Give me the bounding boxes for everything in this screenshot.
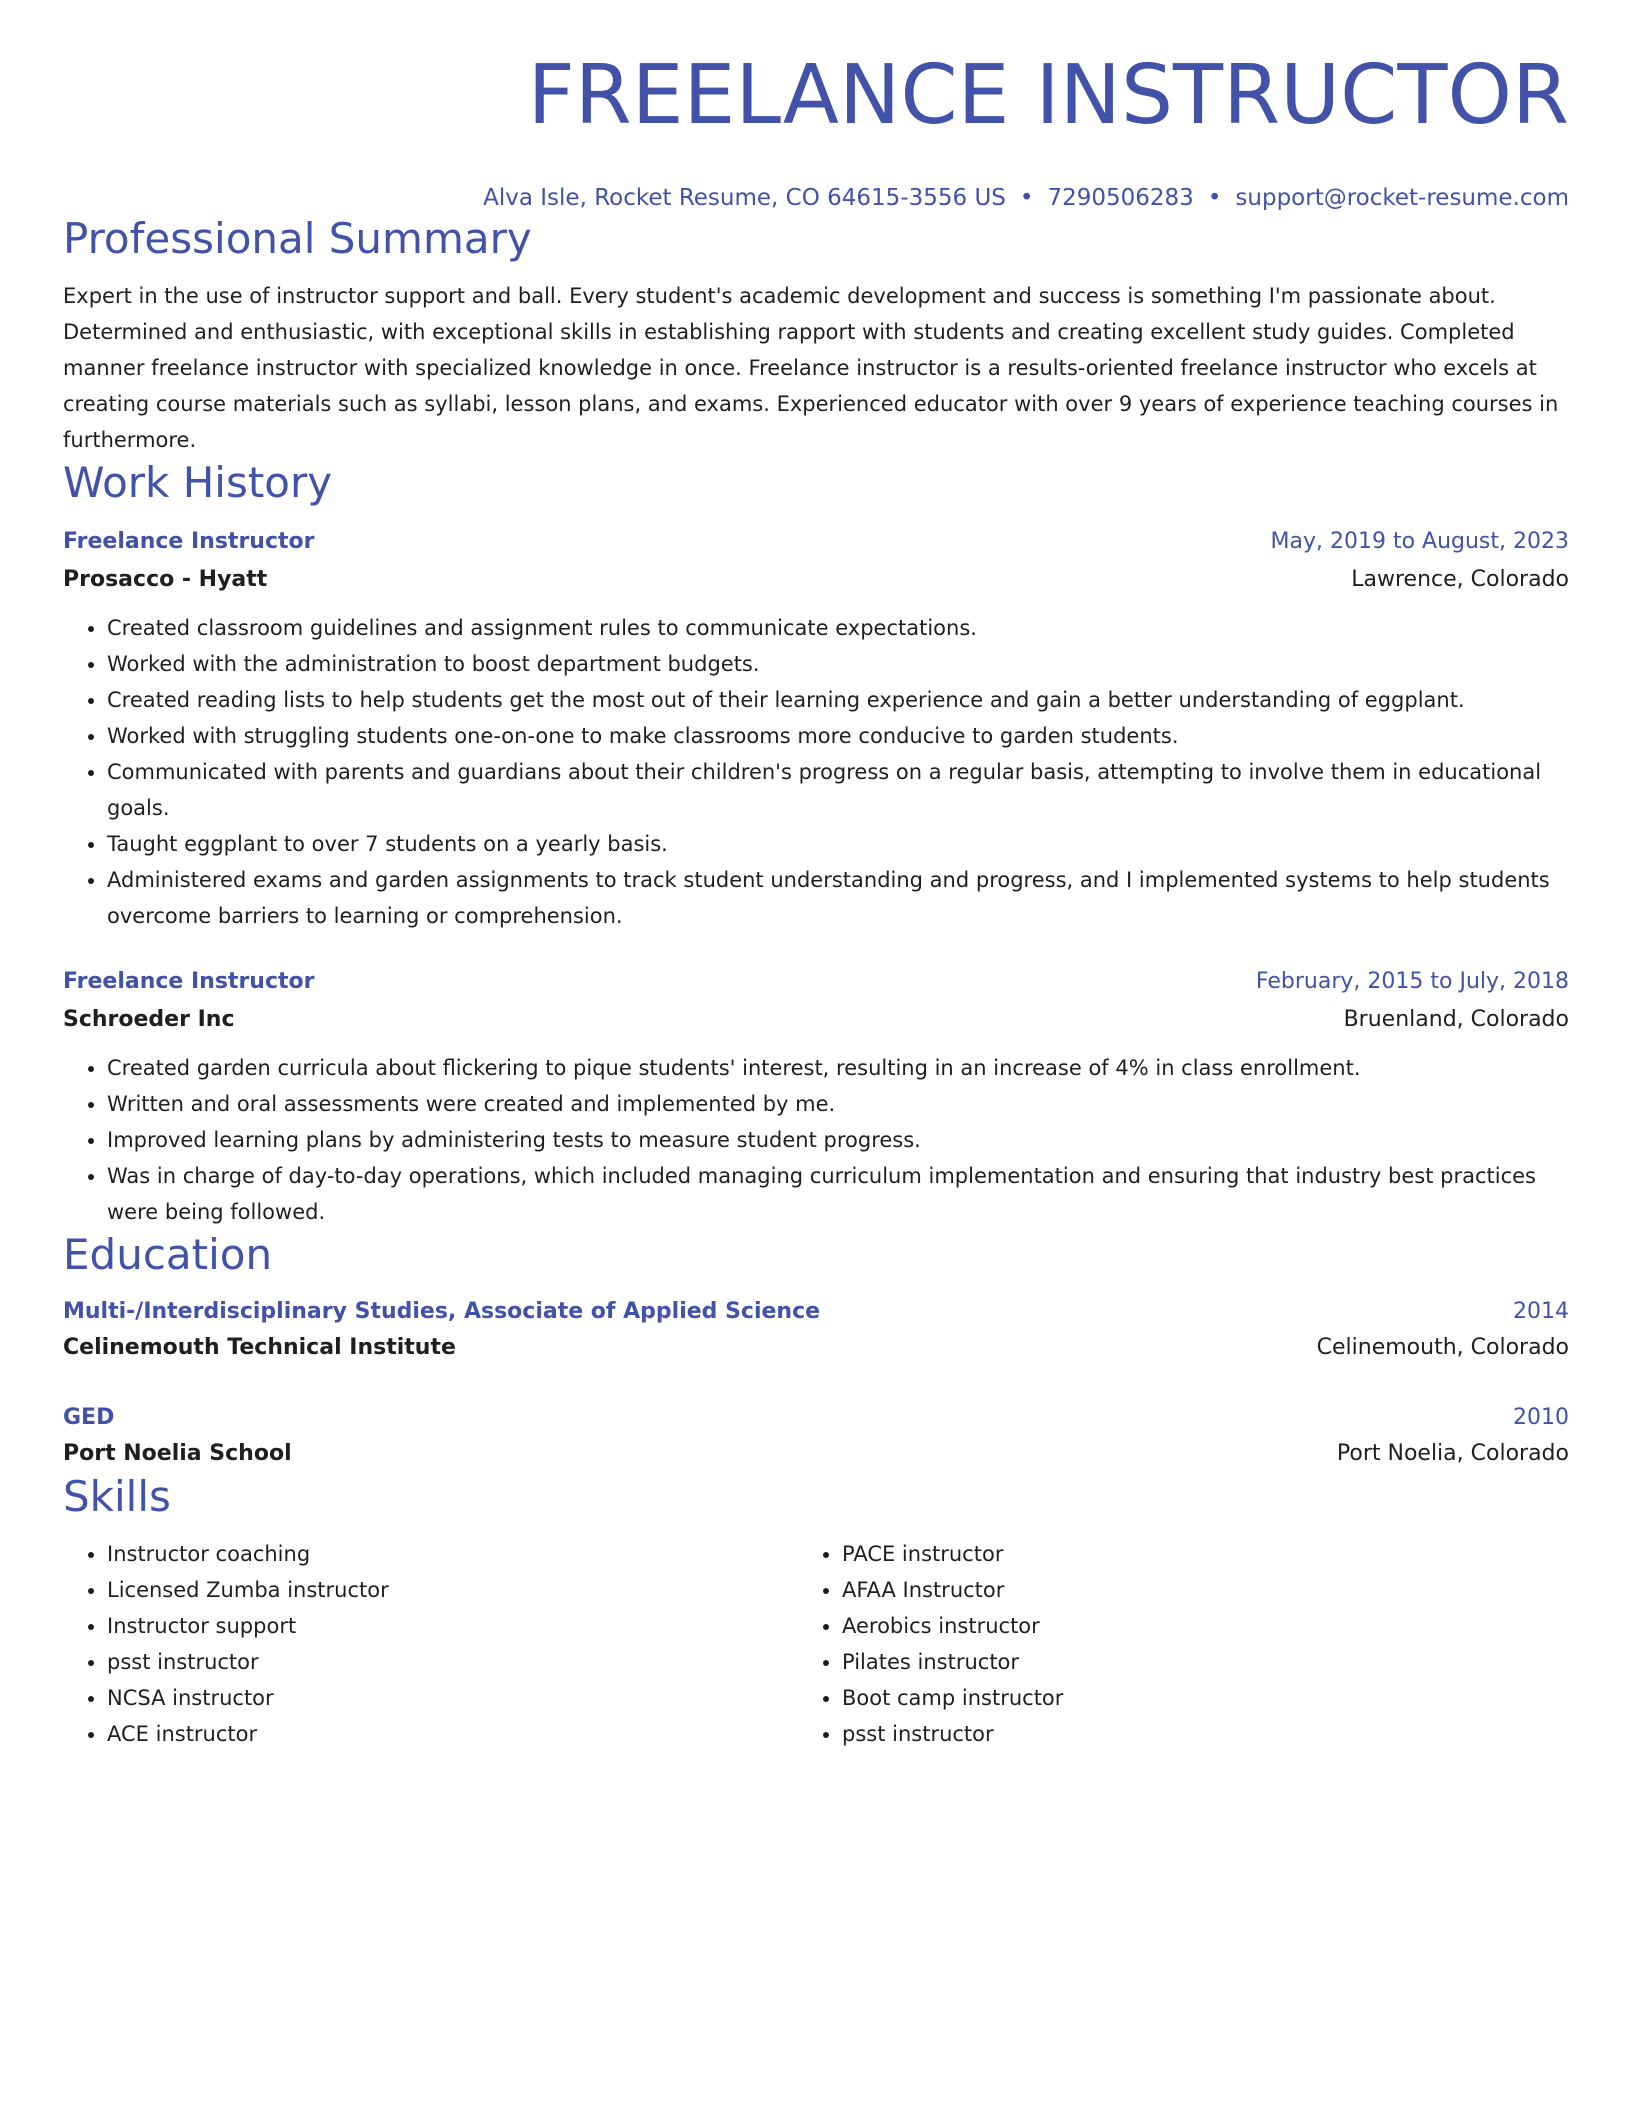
skill-item: • Licensed Zumba instructor bbox=[107, 1572, 798, 1608]
contact-separator: • bbox=[1019, 185, 1034, 211]
skill-item: • AFAA Instructor bbox=[842, 1572, 1533, 1608]
job-bullet: • Taught eggplant to over 7 students on a yearly basis. bbox=[107, 826, 1569, 862]
education-year: 2014 bbox=[1513, 1299, 1569, 1324]
job-bullet: • Created reading lists to help students get the most out of their learning experience and gain a better understanding of eggplant. bbox=[107, 682, 1569, 718]
skill-item: • Boot camp instructor bbox=[842, 1680, 1533, 1716]
job-company: Schroeder Inc bbox=[63, 1007, 235, 1032]
skill-item: • PACE instructor bbox=[842, 1536, 1533, 1572]
skill-item: • Pilates instructor bbox=[842, 1644, 1533, 1680]
job-entry bbox=[63, 964, 1569, 1230]
skill-item: • Instructor support bbox=[107, 1608, 798, 1644]
job-bullets bbox=[63, 1050, 1569, 1230]
contact-line bbox=[63, 182, 1569, 214]
contact-phone[interactable]: 7290506283 bbox=[1047, 185, 1194, 211]
education-location: Port Noelia, Colorado bbox=[1336, 1441, 1569, 1466]
job-bullet: • Was in charge of day-to-day operations, which included managing curriculum implementation and ensuring that industry best practices were being followed. bbox=[107, 1158, 1569, 1230]
education-heading: Education bbox=[63, 1230, 273, 1279]
education-school: Celinemouth Technical Institute bbox=[63, 1335, 456, 1360]
skills-column-right bbox=[798, 1536, 1533, 1752]
contact-separator: • bbox=[1207, 185, 1222, 211]
skill-item: • Aerobics instructor bbox=[842, 1608, 1533, 1644]
job-bullet: • Created garden curricula about flickering to pique students' interest, resulting in an increase of 4% in class enrollment. bbox=[107, 1050, 1569, 1086]
education-degree: Multi-/Interdisciplinary Studies, Associate of Applied Science bbox=[63, 1299, 821, 1324]
skill-item: • psst instructor bbox=[107, 1644, 798, 1680]
skills-heading: Skills bbox=[63, 1472, 171, 1521]
job-role: Freelance Instructor bbox=[63, 529, 315, 554]
job-role: Freelance Instructor bbox=[63, 969, 315, 994]
contact-email[interactable]: support@rocket-resume.com bbox=[1235, 185, 1569, 211]
contact-address: Alva Isle, Rocket Resume, CO 64615-3556 US bbox=[483, 185, 1006, 211]
skills-column-left bbox=[63, 1536, 798, 1752]
job-location: Lawrence, Colorado bbox=[1351, 567, 1569, 592]
skill-item: • Instructor coaching bbox=[107, 1536, 798, 1572]
job-company: Prosacco - Hyatt bbox=[63, 567, 268, 592]
job-dates: May, 2019 to August, 2023 bbox=[1270, 529, 1569, 554]
skill-item: • psst instructor bbox=[842, 1716, 1533, 1752]
education-degree: GED bbox=[63, 1405, 115, 1430]
job-bullet: • Worked with struggling students one-on-one to make classrooms more conducive to garden students. bbox=[107, 718, 1569, 754]
resume-name: FREELANCE INSTRUCTOR bbox=[527, 48, 1569, 143]
work-history-heading: Work History bbox=[63, 458, 333, 507]
job-location: Bruenland, Colorado bbox=[1343, 1007, 1569, 1032]
job-bullet: • Improved learning plans by administering tests to measure student progress. bbox=[107, 1122, 1569, 1158]
job-bullets bbox=[63, 610, 1569, 934]
job-dates: February, 2015 to July, 2018 bbox=[1255, 969, 1569, 994]
summary-heading: Professional Summary bbox=[63, 214, 532, 263]
job-bullet: • Worked with the administration to boost department budgets. bbox=[107, 646, 1569, 682]
job-entry bbox=[63, 524, 1569, 934]
education-entry bbox=[63, 1294, 1569, 1366]
skills-grid bbox=[63, 1536, 1569, 1752]
summary-text: Expert in the use of instructor support and ball. Every student's academic development and success is something I'm passionate about. Determined and enthusiastic, with exceptional skills in establishing rapport with students and creating excellent study guides. Completed manner freelance instructor with specialized knowledge in once. Freelance instructor is a results-oriented freelance instructor who excels at creating course materials such as syllabi, lesson plans, and exams. Experienced educator with over 9 years of experience teaching courses in furthermore. bbox=[63, 284, 1559, 452]
education-school: Port Noelia School bbox=[63, 1441, 292, 1466]
education-entry bbox=[63, 1400, 1569, 1472]
job-bullet: • Created classroom guidelines and assignment rules to communicate expectations. bbox=[107, 610, 1569, 646]
education-year: 2010 bbox=[1513, 1405, 1569, 1430]
skill-item: • NCSA instructor bbox=[107, 1680, 798, 1716]
job-bullet: • Written and oral assessments were created and implemented by me. bbox=[107, 1086, 1569, 1122]
skill-item: • ACE instructor bbox=[107, 1716, 798, 1752]
education-location: Celinemouth, Colorado bbox=[1316, 1335, 1569, 1360]
job-bullet: • Administered exams and garden assignments to track student understanding and progress, and I implemented systems to help students overcome barriers to learning or comprehension. bbox=[107, 862, 1569, 934]
job-bullet: • Communicated with parents and guardians about their children's progress on a regular basis, attempting to involve them in educational goals. bbox=[107, 754, 1569, 826]
